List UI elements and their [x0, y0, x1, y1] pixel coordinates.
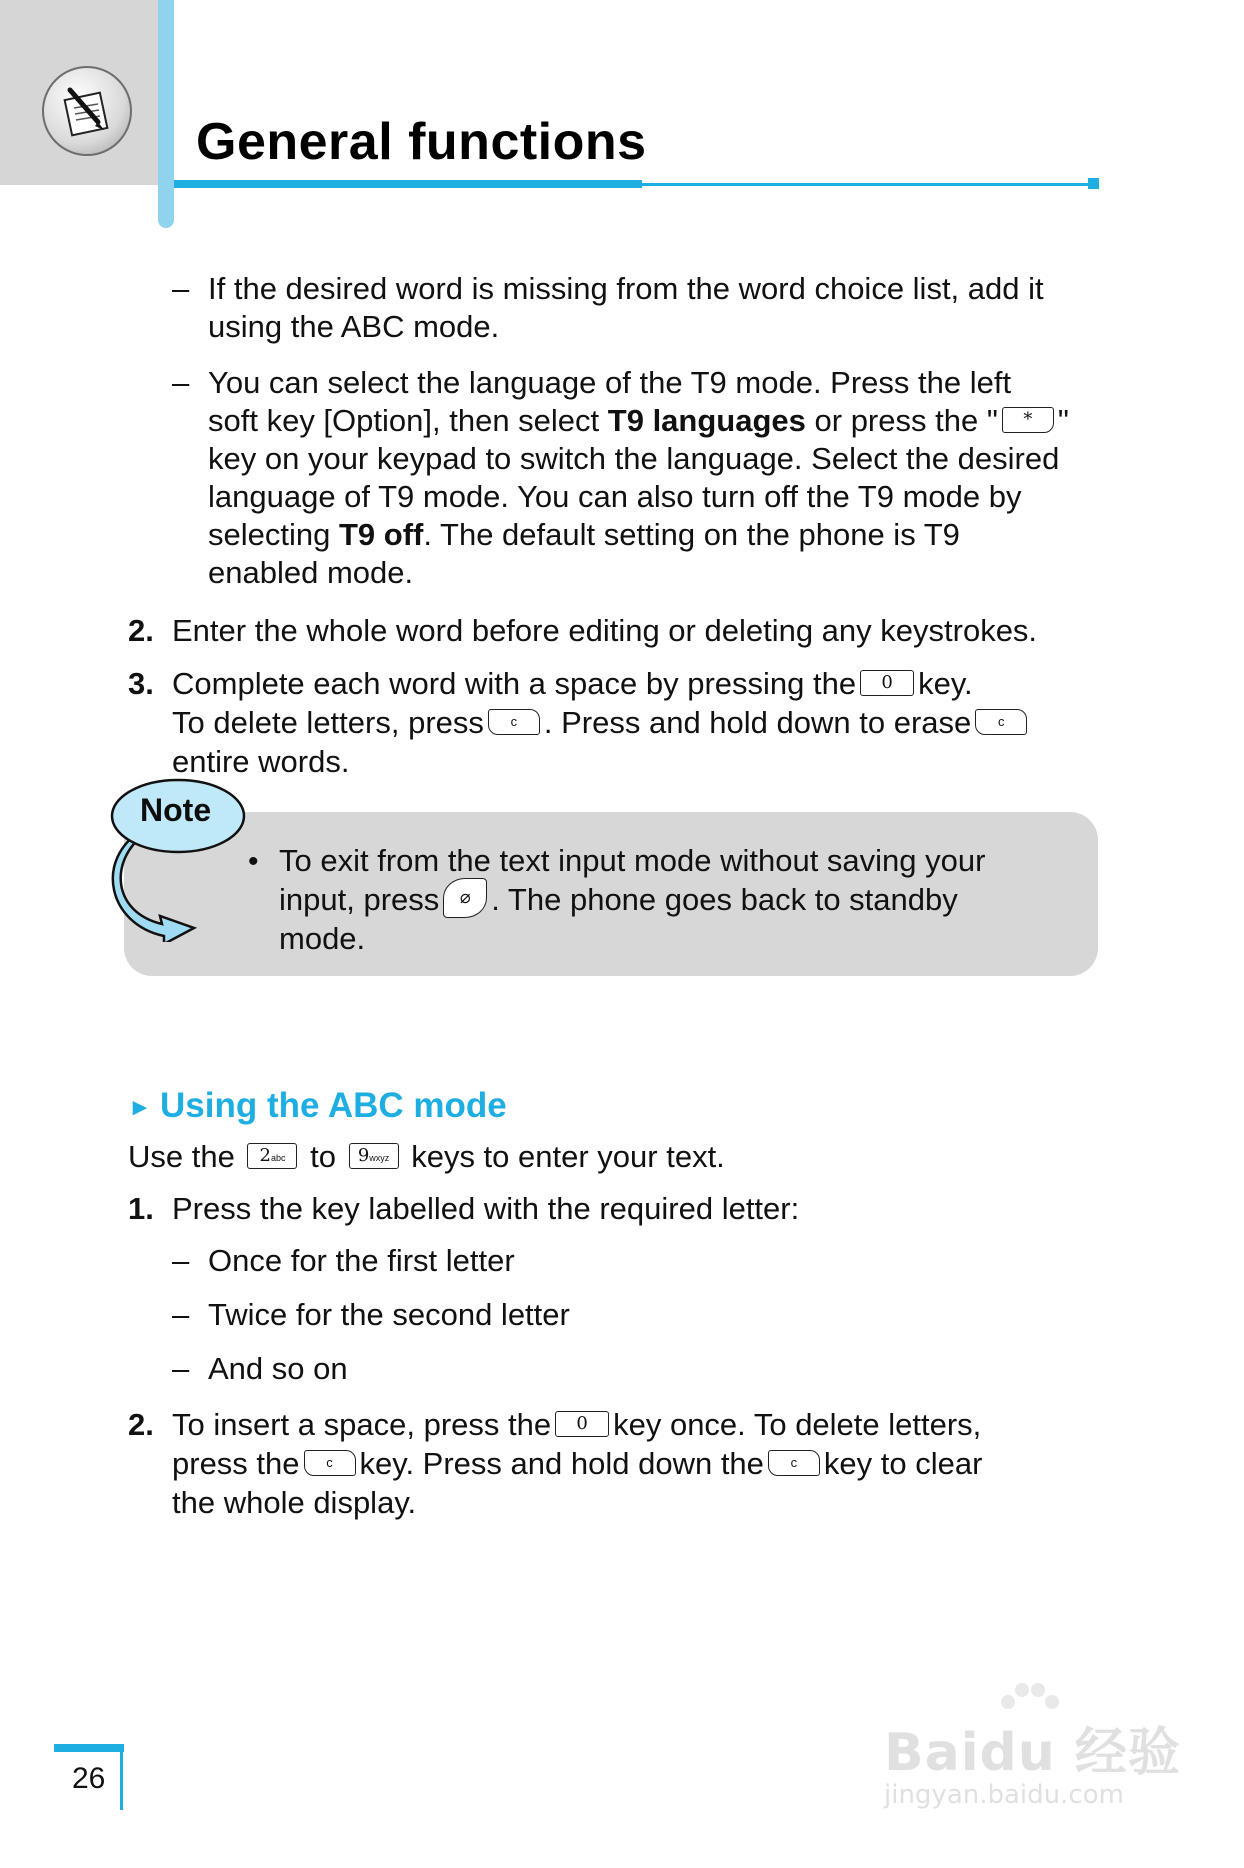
title-rule-end	[1088, 178, 1099, 189]
t9-bullet-2-line: enabled mode.	[208, 555, 414, 590]
text-run: input, press	[279, 882, 440, 917]
nine-key-icon	[349, 1143, 399, 1169]
text-run: . Press and hold down to erase	[543, 705, 972, 740]
zero-key-icon: 0	[555, 1411, 609, 1437]
chapter-badge	[42, 66, 132, 156]
step-number: 2.	[128, 613, 154, 648]
text-run: press the	[172, 1446, 300, 1481]
key-letters: abc	[270, 1152, 286, 1163]
two-key-icon	[247, 1143, 297, 1169]
t9-bullet-2-line: key on your keypad to switch the language. Select the desired	[208, 441, 1060, 476]
corner-stripe	[158, 0, 174, 228]
t9-bullet-2-line	[208, 402, 1069, 441]
dash-marker: –	[172, 1243, 190, 1278]
text-run: "	[1057, 403, 1069, 438]
dash-marker: –	[172, 271, 190, 306]
key-digit: 9	[357, 1144, 370, 1166]
clear-key-icon: c	[768, 1450, 820, 1476]
abc-intro	[128, 1138, 725, 1177]
t9-bullet-2-line: You can select the language of the T9 mode. Press the left	[208, 365, 1012, 400]
section-title: Using the ABC mode	[160, 1086, 507, 1125]
star-key-icon: *	[1002, 407, 1054, 433]
abc-step-2-line: the whole display.	[172, 1485, 417, 1520]
watermark-logo: Baidu 经验	[884, 1723, 1181, 1783]
footer-stripe	[120, 1752, 123, 1810]
title-rule-thin	[642, 183, 1094, 186]
note-line: mode.	[279, 921, 366, 956]
text-run: To delete letters, press	[172, 705, 484, 740]
text-run: Use the	[128, 1139, 235, 1174]
watermark-url: jingyan.baidu.com	[884, 1780, 1124, 1810]
key-digit: 2	[259, 1144, 271, 1166]
t9-bullet-1-line: using the ABC mode.	[208, 309, 500, 344]
text-run: to	[310, 1139, 336, 1174]
step-number: 1.	[128, 1191, 154, 1226]
clear-key-icon: c	[304, 1450, 356, 1476]
menu-term-t9-off: T9 off	[338, 517, 424, 552]
step-3-line: entire words.	[172, 744, 350, 779]
step-number: 2.	[128, 1407, 154, 1442]
note-line: To exit from the text input mode without saving your	[279, 843, 986, 878]
step-3-line	[172, 704, 1031, 743]
text-run: Complete each word with a space by pressing the	[172, 666, 857, 701]
page-title: General functions	[196, 113, 647, 171]
text-run: . The phone goes back to standby	[491, 882, 958, 917]
step-2-text: Enter the whole word before editing or deleting any keystrokes.	[172, 613, 1038, 648]
clear-key-icon: c	[488, 709, 540, 735]
text-run: selecting	[208, 517, 331, 552]
key-letters: wxyz	[369, 1152, 390, 1163]
pencil-notepad-icon	[58, 82, 118, 142]
abc-sub-item: And so on	[208, 1351, 348, 1386]
abc-step-1-text: Press the key labelled with the required letter:	[172, 1191, 800, 1226]
bullet-dot: •	[248, 845, 259, 878]
zero-key-icon: 0	[860, 670, 914, 696]
t9-bullet-2-line	[208, 516, 960, 555]
abc-step-2-line	[172, 1406, 981, 1445]
abc-sub-item: Twice for the second letter	[208, 1297, 570, 1332]
clear-key-icon: c	[975, 709, 1027, 735]
dash-marker: –	[172, 365, 190, 400]
text-run: key to clear	[823, 1446, 983, 1481]
step-3-line	[172, 665, 973, 704]
abc-step-2-line	[172, 1445, 982, 1484]
t9-bullet-2-line: language of T9 mode. You can also turn off the T9 mode by	[208, 479, 1022, 514]
title-rule	[174, 180, 642, 188]
step-number: 3.	[128, 666, 154, 701]
text-run: key once. To delete letters,	[613, 1407, 982, 1442]
note-label: Note	[140, 792, 212, 828]
footer-rule	[54, 1744, 124, 1752]
text-run: soft key [Option], then select	[208, 403, 600, 438]
text-run: keys to enter your text.	[411, 1139, 725, 1174]
t9-bullet-1-line: If the desired word is missing from the word choice list, add it	[208, 271, 1044, 306]
page-number: 26	[72, 1762, 106, 1795]
text-run: key.	[918, 666, 973, 701]
dash-marker: –	[172, 1297, 190, 1332]
dash-marker: –	[172, 1351, 190, 1386]
abc-sub-item: Once for the first letter	[208, 1243, 515, 1278]
end-call-key-icon: ⌀	[443, 878, 487, 918]
section-arrow-icon: ►	[128, 1094, 152, 1121]
menu-term-t9-languages: T9 languages	[607, 403, 806, 438]
watermark	[884, 1686, 1184, 1816]
text-run: . The default setting on the phone is T9	[423, 517, 960, 552]
text-run: key. Press and hold down the	[359, 1446, 764, 1481]
note-line	[279, 881, 958, 922]
text-run: To insert a space, press the	[172, 1407, 552, 1442]
text-run: or press the "	[814, 403, 998, 438]
